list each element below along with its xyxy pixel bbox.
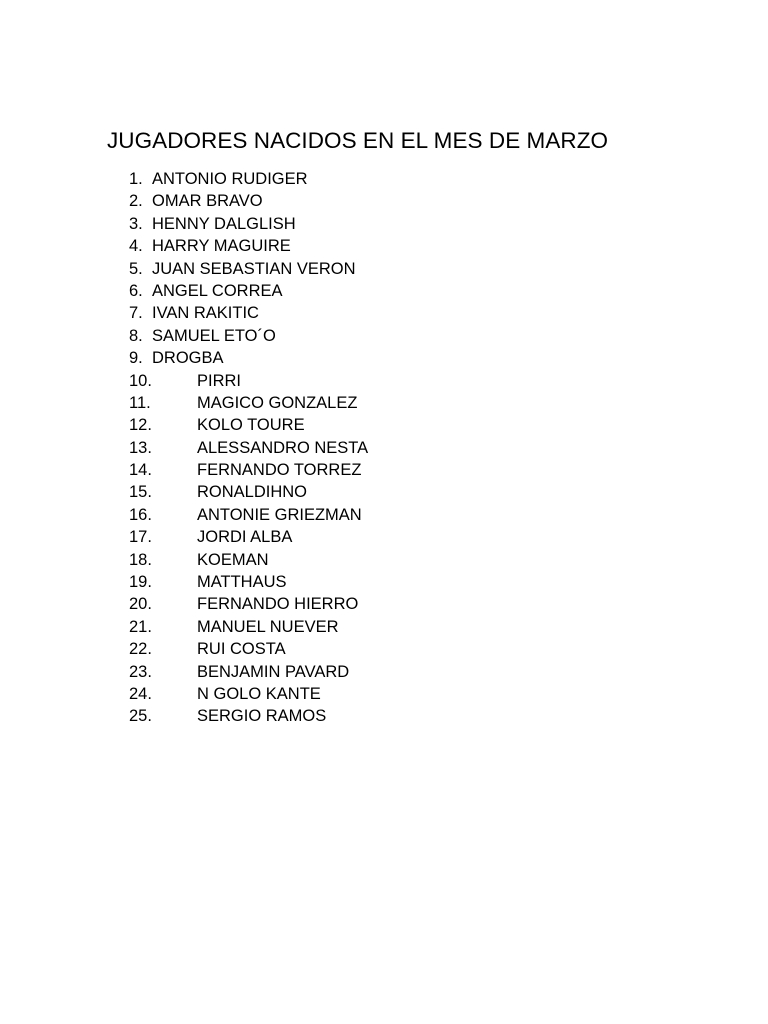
list-item-number: 25. bbox=[129, 707, 152, 726]
list-item-number: 6. bbox=[129, 281, 143, 300]
list-item-number: 14. bbox=[129, 461, 152, 480]
list-item-name: ALESSANDRO NESTA bbox=[197, 438, 369, 457]
list-item-name: IVAN RAKITIC bbox=[152, 304, 259, 323]
list-item-number: 16. bbox=[129, 505, 152, 524]
list-item-name: JUAN SEBASTIAN VERON bbox=[152, 259, 356, 278]
list-item-number: 15. bbox=[129, 483, 152, 502]
list-item-number: 13. bbox=[129, 438, 152, 457]
list-item-number: 8. bbox=[129, 326, 143, 345]
list-item-name: RONALDIHNO bbox=[197, 483, 308, 502]
list-item-name: BENJAMIN PAVARD bbox=[197, 662, 350, 681]
list-item-number: 5. bbox=[129, 259, 143, 278]
list-item-number: 7. bbox=[129, 304, 143, 323]
list-item-name: FERNANDO HIERRO bbox=[197, 595, 359, 614]
list-item-name: SAMUEL ETO´O bbox=[152, 326, 276, 345]
page-title: JUGADORES NACIDOS EN EL MES DE MARZO bbox=[107, 128, 609, 153]
list-item-name: ANGEL CORREA bbox=[152, 281, 283, 300]
list-item-name: SERGIO RAMOS bbox=[197, 707, 327, 726]
list-item-name: HENNY DALGLISH bbox=[152, 214, 296, 233]
list-item-number: 21. bbox=[129, 617, 152, 636]
list-item-name: MAGICO GONZALEZ bbox=[197, 393, 358, 412]
list-item-number: 9. bbox=[129, 349, 143, 368]
list-item-name: HARRY MAGUIRE bbox=[152, 237, 291, 256]
list-item-name: PIRRI bbox=[197, 371, 242, 390]
list-item-number: 11. bbox=[129, 393, 151, 412]
list-item-name: DROGBA bbox=[152, 349, 224, 368]
list-item-number: 19. bbox=[129, 573, 152, 592]
list-item-number: 3. bbox=[129, 214, 143, 233]
list-item-number: 24. bbox=[129, 684, 152, 703]
list-item-name: KOEMAN bbox=[197, 550, 269, 569]
list-item-name: JORDI ALBA bbox=[197, 528, 293, 547]
list-item-number: 12. bbox=[129, 416, 152, 435]
list-item-name: N GOLO KANTE bbox=[197, 684, 321, 703]
list-item-name: OMAR BRAVO bbox=[152, 192, 263, 211]
list-item-name: ANTONIE GRIEZMAN bbox=[197, 505, 362, 524]
list-item-number: 4. bbox=[129, 237, 143, 256]
list-item-number: 2. bbox=[129, 192, 143, 211]
list-item-number: 18. bbox=[129, 550, 152, 569]
list-item-number: 17. bbox=[129, 528, 152, 547]
list-item-number: 10. bbox=[129, 371, 152, 390]
list-item-number: 20. bbox=[129, 595, 152, 614]
list-item-number: 1. bbox=[129, 170, 143, 188]
list-item-name: KOLO TOURE bbox=[197, 416, 305, 435]
list-item-number: 23. bbox=[129, 662, 152, 681]
list-item-number: 22. bbox=[129, 640, 152, 659]
list-item-name: MANUEL NUEVER bbox=[197, 617, 339, 636]
list-item-name: FERNANDO TORREZ bbox=[197, 461, 362, 480]
list-item-name: MATTHAUS bbox=[197, 573, 287, 592]
list-item-name: RUI COSTA bbox=[197, 640, 286, 659]
list-item-name: ANTONIO RUDIGER bbox=[152, 170, 308, 188]
